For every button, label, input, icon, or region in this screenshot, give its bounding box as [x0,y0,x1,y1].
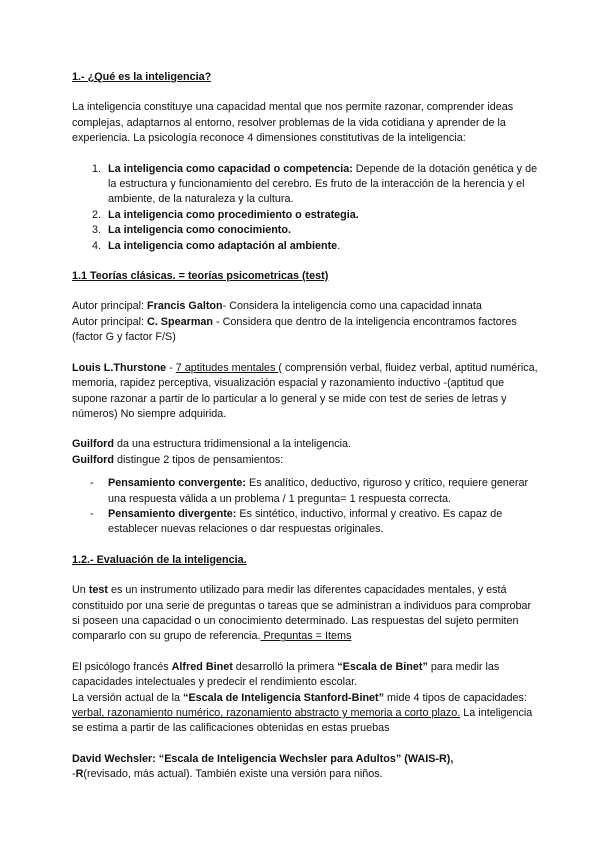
wechsler-note: -R(revisado, más actual). También existe una versión para niños. [72,768,383,781]
wechsler-title: David Wechsler: “Escala de Inteligencia Wechsler para Adultos” (WAIS-R), [72,752,454,765]
list-item: - Pensamiento divergente: Es sintético, inductivo, informal y creativo. Es capaz de establecer nuevas relaciones o dar respuestas originales. [90,507,503,536]
section-1-1-heading: 1.1 Teorías clásicas. = teorías psicometricas (test) [72,270,329,283]
list-item: 4. La inteligencia como adaptación al ambiente. [92,239,341,252]
list-item: 2. La inteligencia como procedimiento o estrategia. [92,208,359,221]
stanford-binet-paragraph: La versión actual de la “Escala de Inteligencia Stanford-Binet” mide 4 tipos de capacidades: verbal, razonamiento numérico, razonamiento abstracto y memoria a corto plazo. La inteligencia se estima a partir de las calificaciones obtenidas en estas pruebas [72,691,533,735]
spearman-line: Autor principal: C. Spearman - Considera que dentro de la inteligencia encontramos factores (factor G y factor F/S) [72,315,517,344]
list-item: 3. La inteligencia como conocimiento. [92,224,291,237]
thinking-types-list [72,476,540,538]
section-1-heading: 1.- ¿Qué es la inteligencia? [72,71,212,83]
guilford-line-2: Guilford distingue 2 tipos de pensamientos: [72,453,284,466]
dimensions-list [72,162,540,254]
list-item: - Pensamiento convergente: Es analítico, deductivo, riguroso y crítico, requiere generar una respuesta válida a un problema / 1 pregunta= 1 respuesta correcta. [90,477,529,505]
galton-line: Autor principal: Francis Galton- Considera la inteligencia como una capacidad innata [72,300,482,313]
thurstone-paragraph: Louis L.Thurstone - 7 aptitudes mentales ( comprensión verbal, fluidez verbal, aptitud numérica, memoria, rapidez perceptiva, visualización espacial y razonamiento inductivo -(aptitud que supone razonar a partir de lo particular a lo general y se mide con test de series de letras y números) No siempre adquirida. [72,361,538,420]
test-paragraph: Un test es un instrumento utilizado para medir las diferentes capacidades mentales, y está constituido por una serie de preguntas o tareas que se administran a individuos para comprobar si poseen una capacidad o un conocimiento determinado. Las respuestas del sujeto permiten compararlo con su grupo de referencia. Preguntas = Items [72,584,532,643]
binet-paragraph: El psicólogo francés Alfred Binet desarrolló la primera “Escala de Binet” para medir las capacidades intelectuales y predecir el rendimiento escolar. [72,660,500,689]
intelligence-intro: La inteligencia constituye una capacidad mental que nos permite razonar, comprender ideas complejas, adaptarnos al entorno, resolver problemas de la vida cotidiana y aprender de la experiencia. La psicología reconoce 4 dimensiones constitutivas de la inteligencia: [72,101,514,145]
list-item: 1. La inteligencia como capacidad o competencia: Depende de la dotación genética y de la estructura y funcionamiento del cerebro. Es fruto de la interacción de la herencia y el ambiente, de la naturaleza y la cultura. [92,162,538,206]
section-1-2-heading: 1.2.- Evaluación de la inteligencia. [72,553,247,566]
guilford-line-1: Guilford da una estructura tridimensional a la inteligencia. [72,438,352,451]
